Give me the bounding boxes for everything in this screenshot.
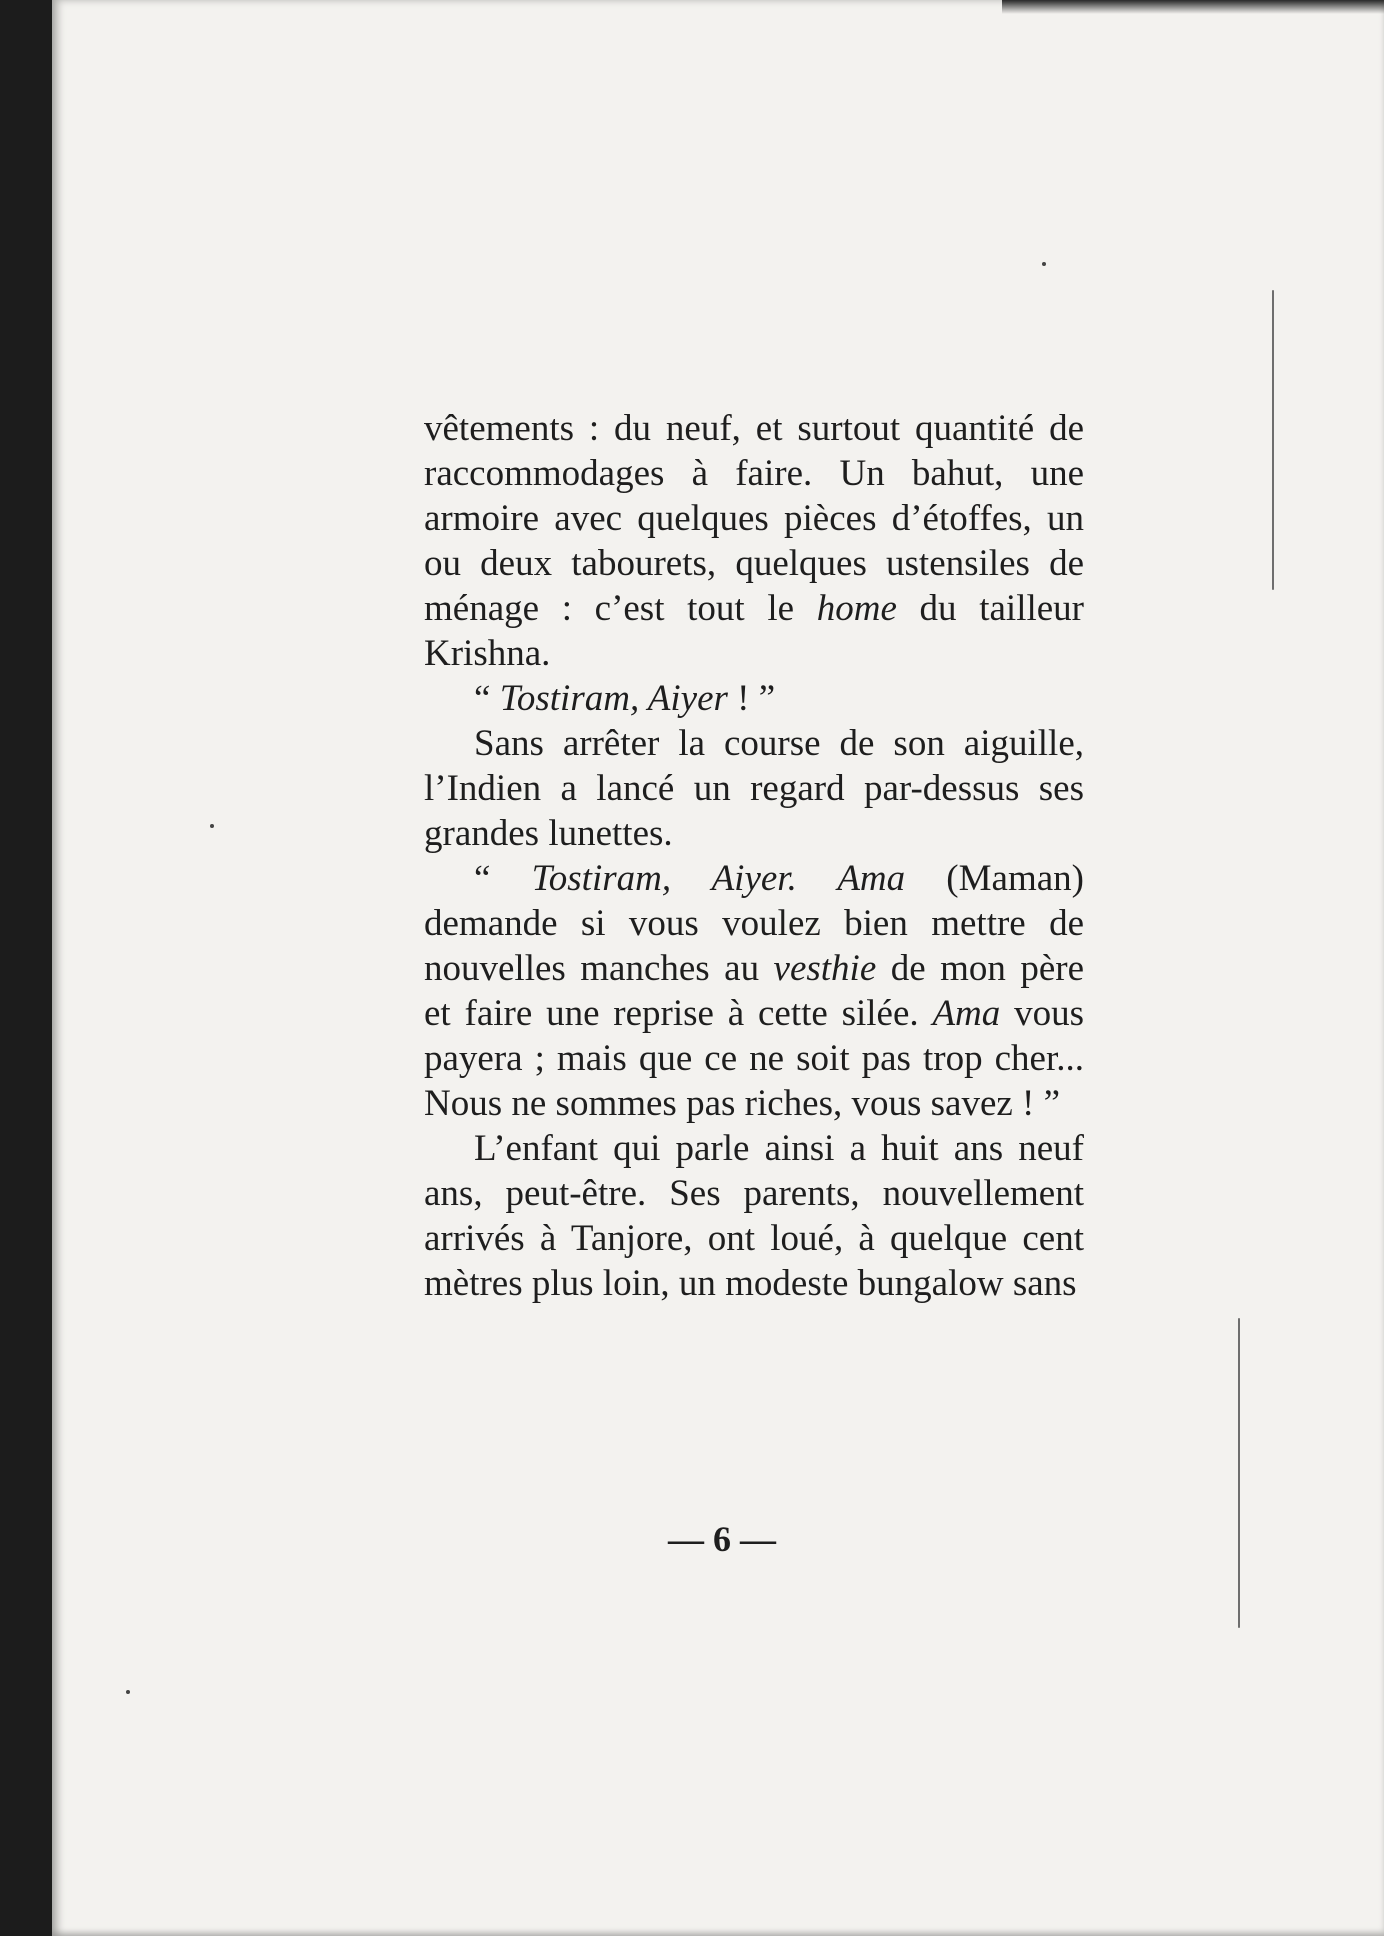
- italic-text: home: [816, 588, 897, 629]
- italic-text: Tostiram, Aiyer. Ama: [531, 858, 906, 899]
- edge-mark-lower: [1238, 1318, 1240, 1628]
- italic-text: Tostiram, Aiyer: [499, 678, 728, 719]
- text-run: vous payera ; mais que ce ne soit pas trop cher... Nous ne sommes pas riches, vous savez ! ”: [424, 993, 1084, 1124]
- italic-text: vesthie: [773, 948, 877, 989]
- text-run: “: [474, 858, 532, 899]
- text-run: “: [474, 678, 500, 719]
- dust-speck: [1042, 262, 1046, 266]
- paragraph: [424, 1126, 1084, 1306]
- page-number: — 6 —: [668, 1519, 776, 1559]
- text-run: L’enfant qui parle ainsi a huit ans neuf ans, peut-être. Ses parents, nouvellement arrivés à Tanjore, ont loué, à quelque cent mètres plus loin, un modeste bungalow sans: [424, 1128, 1084, 1304]
- text-run: ! ”: [727, 678, 776, 719]
- text-run: de mon père et faire une reprise à cette silée.: [424, 948, 1084, 1034]
- dust-speck: [126, 1690, 130, 1694]
- dust-speck: [210, 824, 214, 828]
- scan-shadow: [1002, 0, 1384, 14]
- paragraph: [424, 676, 1084, 721]
- text-run: du tailleur Krishna.: [424, 588, 1084, 674]
- text-run: (Maman) demande si vous voulez bien mettre de nouvelles manches au: [424, 858, 1084, 989]
- text-run: Sans arrêter la course de son aiguille, l’Indien a lancé un regard par-dessus ses grandes lunettes.: [424, 723, 1084, 854]
- text-run: vêtements : du neuf, et surtout quantité de raccommodages à faire. Un bahut, une armoire avec quelques pièces d’étoffes, un ou deux tabourets, quelques ustensiles de ménage : c’est tout le: [424, 408, 1084, 629]
- italic-text: Ama: [932, 993, 1001, 1034]
- paragraph: [424, 406, 1084, 676]
- paragraph: [424, 856, 1084, 1126]
- paragraph: [424, 721, 1084, 856]
- edge-mark-upper: [1272, 290, 1274, 590]
- book-page: [52, 0, 1384, 1936]
- body-text: [424, 406, 1084, 1306]
